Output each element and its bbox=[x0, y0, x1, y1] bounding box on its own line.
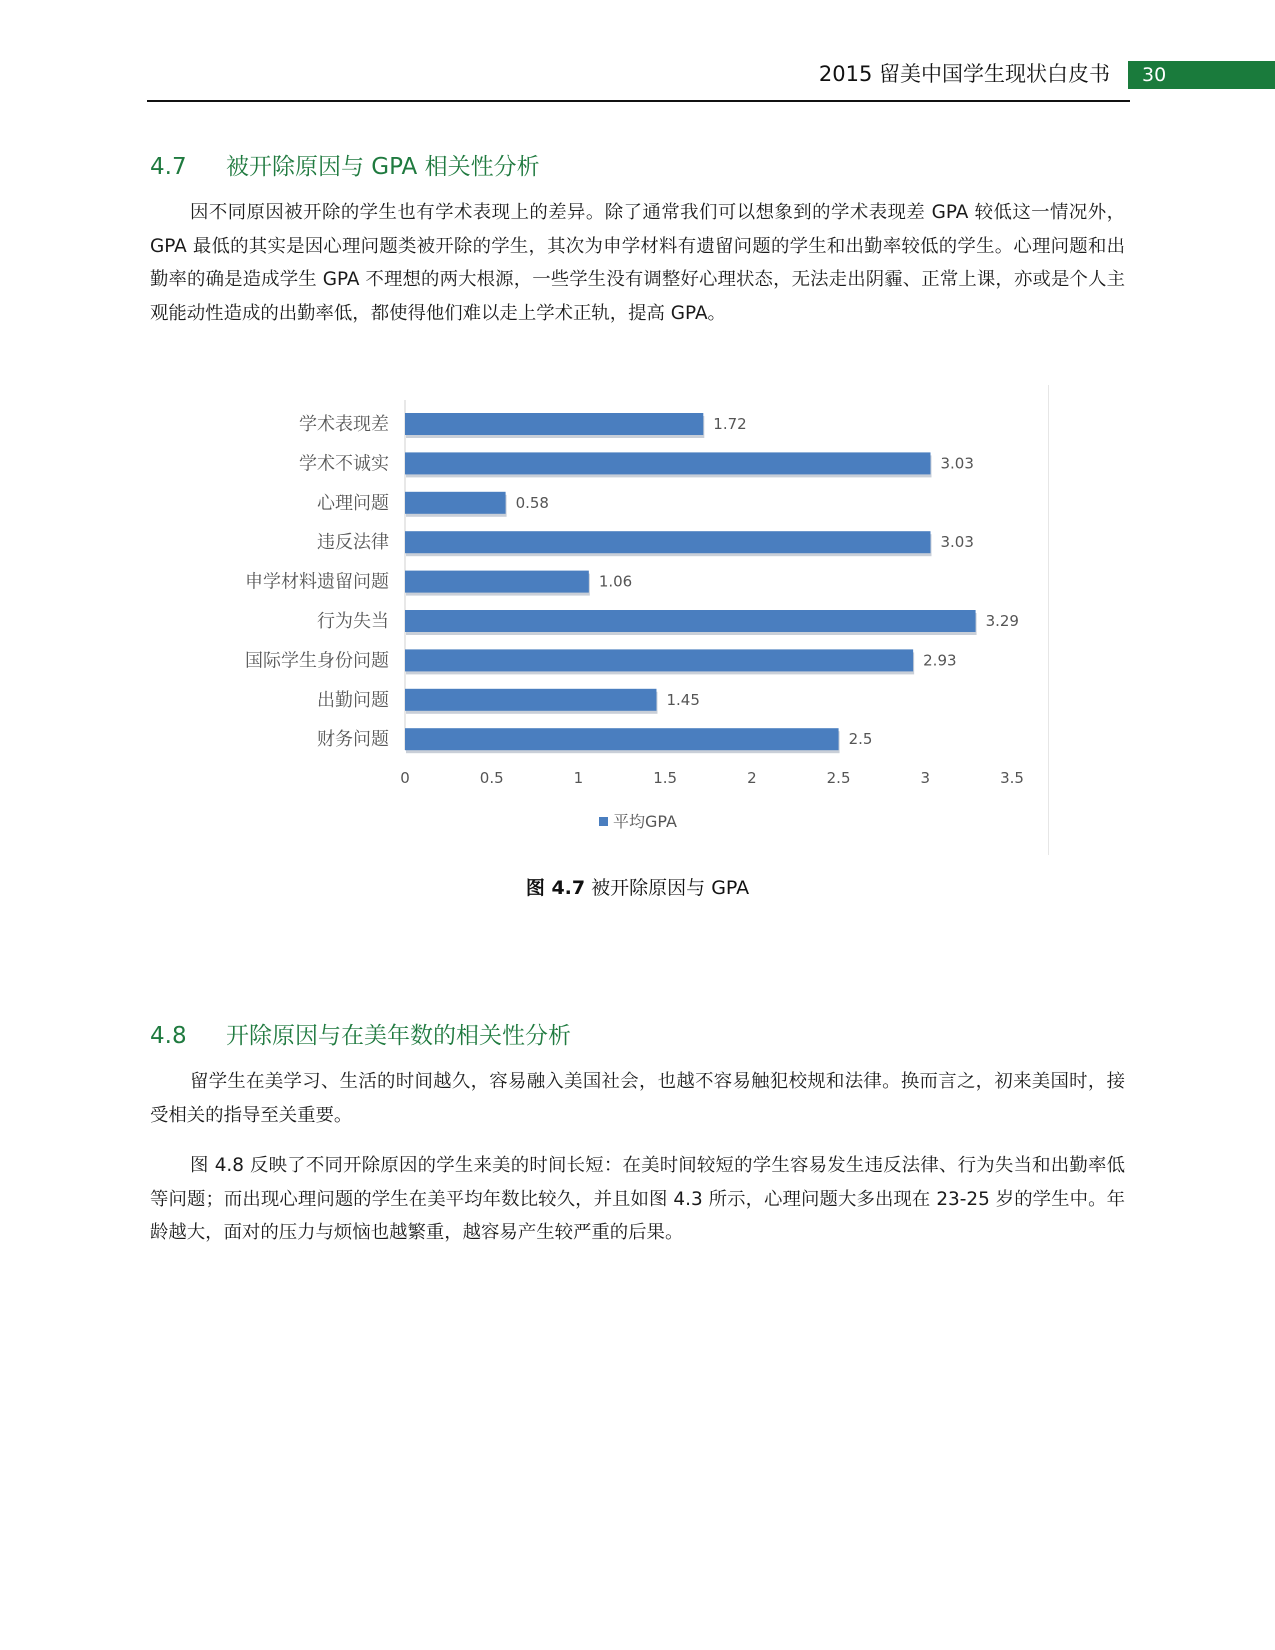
section-title: 开除原因与在美年数的相关性分析 bbox=[226, 1023, 571, 1049]
bar bbox=[405, 610, 976, 632]
category-label: 行为失当 bbox=[317, 611, 389, 632]
x-tick-label: 2.5 bbox=[826, 769, 851, 787]
bar bbox=[405, 413, 703, 435]
figure-caption-label: 图 4.7 bbox=[525, 877, 586, 899]
x-tick-label: 3 bbox=[920, 769, 931, 787]
section-4-8-paragraph-1: 留学生在美学习、生活的时间越久，容易融入美国社会，也越不容易触犯校规和法律。换而言之，初来美国时，接受相关的指导至关重要。 bbox=[150, 1071, 1125, 1126]
section-heading-4-7 bbox=[150, 152, 540, 182]
figure-caption bbox=[0, 873, 1275, 900]
x-tick-label: 3.5 bbox=[1000, 769, 1024, 787]
bar bbox=[405, 649, 913, 671]
x-tick-label: 0 bbox=[400, 769, 410, 787]
bar bbox=[405, 531, 930, 553]
section-heading-4-8 bbox=[150, 1021, 571, 1051]
category-label: 国际学生身份问题 bbox=[245, 650, 389, 672]
bar bbox=[405, 492, 506, 514]
bar bbox=[405, 728, 839, 750]
data-label: 3.29 bbox=[985, 612, 1019, 630]
legend-label: 平均GPA bbox=[613, 812, 677, 831]
page-number-badge: 30 bbox=[1128, 61, 1275, 89]
legend-swatch bbox=[599, 817, 608, 826]
category-label: 学术表现差 bbox=[299, 414, 389, 435]
category-label: 申学材料遗留问题 bbox=[245, 571, 389, 593]
data-label: 1.45 bbox=[666, 690, 700, 709]
chart-canvas bbox=[218, 385, 1048, 855]
gpa-bar-chart bbox=[218, 385, 1049, 855]
data-label: 2.93 bbox=[923, 651, 957, 670]
header-title: 2015 留美中国学生现状白皮书 bbox=[818, 62, 1110, 86]
category-label: 出勤问题 bbox=[317, 689, 389, 711]
section-title: 被开除原因与 GPA 相关性分析 bbox=[226, 154, 540, 180]
category-label: 学术不诚实 bbox=[299, 453, 389, 475]
section-number: 4.7 bbox=[150, 154, 187, 180]
category-label: 心理问题 bbox=[317, 492, 389, 514]
x-tick-label: 0.5 bbox=[479, 769, 504, 787]
bar bbox=[405, 452, 930, 474]
bar bbox=[405, 689, 656, 711]
data-label: 1.72 bbox=[713, 415, 747, 433]
section-4-8-paragraph-2: 图 4.8 反映了不同开除原因的学生来美的时间长短：在美时间较短的学生容易发生违反法律、行为失当和出勤率低等问题；而出现心理问题的学生在美平均年数比较久，并且如图 4.3 所示，心理问题大多出现在 23-25 岁的学生中。年龄越大，面对的压力与烦恼也越繁重，越容易产生较严重的后果。 bbox=[150, 1155, 1125, 1243]
header-rule bbox=[147, 100, 1130, 102]
figure-caption-text: 被开除原因与 GPA bbox=[585, 877, 750, 899]
x-tick-label: 1.5 bbox=[653, 769, 678, 787]
bar bbox=[405, 571, 589, 593]
data-label: 2.5 bbox=[848, 730, 873, 749]
data-label: 0.58 bbox=[515, 493, 549, 512]
x-tick-label: 2 bbox=[747, 769, 757, 787]
category-label: 违反法律 bbox=[317, 532, 389, 554]
x-tick-label: 1 bbox=[573, 769, 584, 787]
data-label: 1.06 bbox=[598, 572, 633, 591]
category-label: 财务问题 bbox=[317, 729, 389, 751]
data-label: 3.03 bbox=[940, 533, 974, 552]
section-4-7-paragraph: 因不同原因被开除的学生也有学术表现上的差异。除了通常我们可以想象到的学术表现差 GPA 较低这一情况外，GPA 最低的其实是因心理问题类被开除的学生，其次为申学材料有遗留问题的学生和出勤率较低的学生。心理问题和出勤率的确是造成学生 GPA 不理想的两大根源，一些学生没有调整好心理状态，无法走出阴霾、正常上课，亦或是个人主观能动性造成的出勤率低，都使得他们难以走上学术正轨，提高 GPA。 bbox=[150, 202, 1125, 324]
data-label: 3.03 bbox=[940, 454, 974, 473]
section-number: 4.8 bbox=[150, 1023, 187, 1049]
